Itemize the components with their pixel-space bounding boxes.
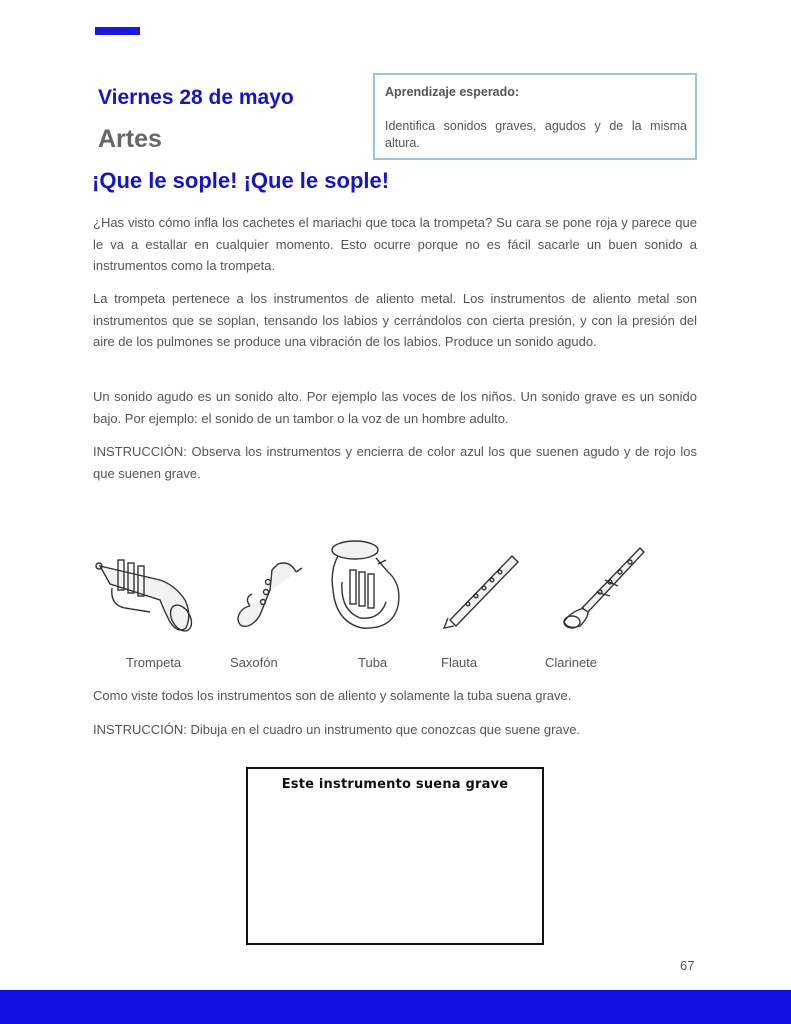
bottom-accent-bar [0,990,791,1024]
subject-title: Artes [98,125,162,153]
instrument-label-trumpet: Trompeta [126,655,182,670]
page-number: 67 [680,958,695,973]
learning-box-title: Aprendizaje esperado: [385,85,520,99]
trumpet-icon [96,560,196,635]
instrument-label-tuba: Tuba [358,655,388,670]
lesson-title: ¡Que le sople! ¡Que le sople! [92,168,390,193]
instruments-illustration [0,530,791,640]
drawing-box[interactable] [246,767,544,945]
instrument-label-saxophone: Saxofón [230,655,278,670]
flute-icon [444,556,518,628]
paragraph-intro: ¿Has visto cómo infla los cachetes el mariachi que toca la trompeta? Su cara se pone roja y parece que le va a estallar en cualquier momento. Esto ocurre porque no es fácil sacarle un buen sonido a instrumentos como la trompeta. [93,215,697,273]
tuba-icon [332,541,399,628]
saxophone-icon [238,563,302,626]
page-date: Viernes 28 de mayo [98,86,294,109]
instrument-label-clarinet: Clarinete [545,655,598,670]
clarinet-icon [564,548,644,628]
paragraph-instruction-1: INSTRUCCIÓN: Observa los instrumentos y encierra de color azul los que suenen agudo y de rojo los que suenen grave. [93,444,697,481]
paragraph-instruction-2: INSTRUCCIÓN: Dibuja en el cuadro un instrumento que conozcas que suene grave. [93,722,581,737]
instrument-label-flute: Flauta [441,655,478,670]
learning-box-text: Identifica sonidos graves, agudos y de la misma altura. [385,119,687,150]
drawing-box-title: Este instrumento suena grave [281,777,509,792]
paragraph-conclusion: Como viste todos los instrumentos son de aliento y solamente la tuba suena grave. [93,688,572,703]
learning-box [373,73,697,160]
paragraph-sounds: Un sonido agudo es un sonido alto. Por ejemplo las voces de los niños. Un sonido grave es un sonido bajo. Por ejemplo: el sonido de un tambor o la voz de un hombre adulto. [93,389,697,426]
top-accent-bar [95,27,140,35]
paragraph-trumpet: La trompeta pertenece a los instrumentos de aliento metal. Los instrumentos de aliento metal son instrumentos que se soplan, tensando los labios y cerrándolos con cierta presión, y con la presión del aire de los pulmones se produce una vibración de los labios. Produce un sonido agudo. [93,291,697,349]
